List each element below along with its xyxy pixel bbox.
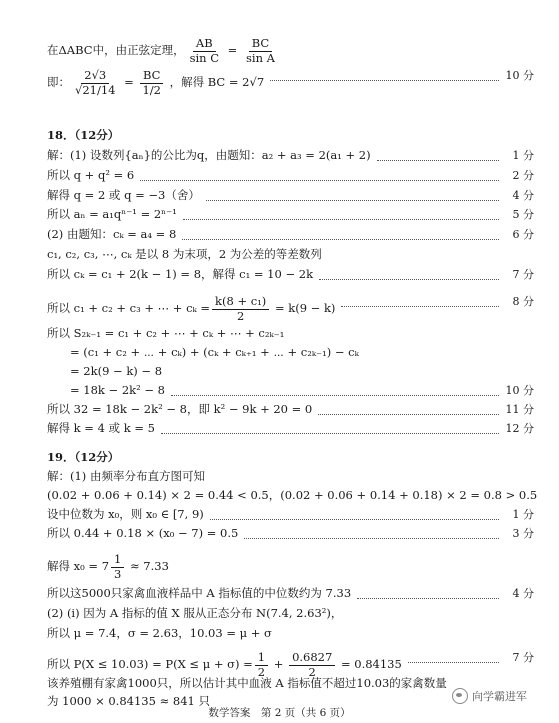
dot-leader <box>206 200 499 201</box>
answer-line <box>47 249 499 261</box>
line-text: 所以 32 = 18k − 2k² − 8，即 k² − 9k + 20 = 0 <box>47 402 313 416</box>
fraction-2-numerator: 0.6827 <box>289 652 335 666</box>
line-text: 所以 S₂ₖ₋₁ = c₁ + c₂ + ⋯ + cₖ + ⋯ + c₂ₖ₋₁ <box>47 326 285 340</box>
score-label: 10 分 <box>505 384 534 397</box>
score-label: 4 分 <box>512 587 534 600</box>
answer-line <box>47 328 499 340</box>
fraction-denominator: 2 <box>257 664 266 679</box>
question-heading <box>47 130 499 142</box>
fraction-2-denominator: 2 <box>308 664 316 679</box>
fraction-numerator: 1 <box>111 554 124 568</box>
dot-leader <box>183 219 499 220</box>
wechat-icon <box>452 688 468 704</box>
line-text-tail: ，解得 BC = 2√7 <box>165 75 265 89</box>
dot-leader <box>182 239 499 240</box>
fraction-denominator: 2 <box>237 308 245 323</box>
fraction-numerator: 1 <box>255 652 268 666</box>
line-text: 所以 q + q² = 6 <box>47 168 135 182</box>
watermark <box>452 688 527 704</box>
line-text: 所以 0.44 + 0.18 × (x₀ − 7) = 0.5 <box>47 526 239 540</box>
fraction-denominator: 3 <box>114 566 122 581</box>
score-label: 6 分 <box>512 228 534 241</box>
line-text: 设中位数为 x₀，则 x₀ ∈ [7, 9) <box>47 507 204 521</box>
line-text-after: ≈ 7.33 <box>126 559 169 573</box>
line-text: = 2k(9 − k) − 8 <box>47 364 163 378</box>
line-text: 所以 P(X ≤ 10.03) = P(X ≤ μ + σ) = <box>47 657 253 671</box>
score-label: 7 分 <box>512 268 534 281</box>
line-text-tail: = 0.84135 <box>337 657 402 671</box>
dot-leader <box>210 519 499 520</box>
score-label: 1 分 <box>512 508 534 521</box>
line-text-after: + <box>270 657 288 671</box>
line-text: 解得 x₀ = 7 <box>47 559 110 573</box>
answer-line <box>47 608 499 620</box>
line-text: 即： <box>47 75 70 89</box>
dot-leader <box>270 80 499 81</box>
score-label: 11 分 <box>505 403 534 416</box>
line-text: 所以 aₙ = a₁qⁿ⁻¹ = 2ⁿ⁻¹ <box>47 207 177 221</box>
answer-line <box>47 347 499 359</box>
answer-line <box>47 628 499 640</box>
line-text: 所以这5000只家禽血液样品中 A 指标值的中位数约为 7.33 <box>47 586 352 600</box>
line-text: 该养殖棚有家禽1000只，所以估计其中血液 A 指标值不超过10.03的家禽数量 <box>47 676 447 690</box>
score-label: 1 分 <box>512 149 534 162</box>
fraction <box>212 296 269 322</box>
dot-leader <box>377 160 499 161</box>
line-text: 18．（12分） <box>47 128 120 142</box>
score-label: 10 分 <box>505 69 534 82</box>
fraction-numerator: k(8 + c₁) <box>212 296 269 310</box>
fraction <box>72 70 118 96</box>
line-text: 为 1000 × 0.84135 ≈ 841 只 <box>47 694 210 708</box>
fraction-numerator: AB <box>193 38 216 52</box>
answer-line <box>47 678 499 690</box>
answer-line <box>47 652 499 678</box>
line-text: (0.02 + 0.06 + 0.14) × 2 = 0.44 < 0.5，(0.02 + 0.06 + 0.14 + 0.18) × 2 = 0.8 > 0.5 <box>47 488 538 502</box>
dot-leader <box>408 662 499 663</box>
fraction-2 <box>243 38 278 64</box>
score-label: 12 分 <box>505 422 534 435</box>
line-text: 19．（12分） <box>47 450 120 464</box>
fraction <box>111 554 124 580</box>
line-text: = (c₁ + c₂ + ⋯ + cₖ) + (cₖ + cₖ₊₁ + ⋯ + c₂ₖ₋₁) − cₖ <box>47 345 359 359</box>
fraction-2 <box>139 70 164 96</box>
fraction-denominator: √21/14 <box>75 82 116 97</box>
line-text-after: = <box>224 43 241 57</box>
fraction-denominator: sin C <box>189 50 220 65</box>
line-text: 解得 q = 2 或 q = −3（舍） <box>47 188 200 202</box>
dot-leader <box>140 180 499 181</box>
fraction-numerator: 2√3 <box>81 70 109 84</box>
answer-line <box>47 554 499 580</box>
line-text: c₁, c₂, c₃, ⋯, cₖ 是以 8 为末项，2 为公差的等差数列 <box>47 247 322 261</box>
answer-line <box>47 696 499 708</box>
score-label: 8 分 <box>512 295 534 308</box>
fraction-2-numerator: BC <box>249 38 272 52</box>
line-text: 所以 c₁ + c₂ + c₃ + ⋯ + cₖ = <box>47 301 211 315</box>
answer-line <box>47 70 499 96</box>
line-text: 解：(1) 由频率分布直方图可知 <box>47 469 205 483</box>
question-heading <box>47 452 499 464</box>
line-text: = 18k − 2k² − 8 <box>47 383 165 397</box>
line-text: 在ΔABC中，由正弦定理， <box>47 43 185 57</box>
line-text: 解得 k = 4 或 k = 5 <box>47 421 155 435</box>
fraction-2-numerator: BC <box>140 70 163 84</box>
dot-leader <box>161 433 499 434</box>
watermark-text: 向学霸进军 <box>472 689 527 703</box>
fraction <box>187 38 222 64</box>
line-text: (2) (i) 因为 A 指标的值 X 服从正态分布 N(7.4, 2.63²)， <box>47 606 343 620</box>
line-text: (2) 由题知：cₖ = a₄ = 8 <box>47 227 177 241</box>
fraction-2-denominator: 1/2 <box>142 82 161 97</box>
page-footer: 数学答案 第 2 页（共 6 页） <box>208 707 351 719</box>
dot-leader <box>171 395 499 396</box>
line-text: 所以 μ = 7.4，σ = 2.63，10.03 = μ + σ <box>47 626 272 640</box>
answer-line <box>47 366 499 378</box>
dot-leader <box>319 279 499 280</box>
answer-line <box>47 296 499 322</box>
score-label: 7 分 <box>512 651 534 664</box>
answer-line <box>47 471 499 483</box>
fraction <box>255 652 268 678</box>
answer-line <box>47 488 538 502</box>
score-label: 2 分 <box>512 169 534 182</box>
score-label: 5 分 <box>512 208 534 221</box>
line-text-after: = <box>120 75 138 89</box>
fraction-2-denominator: sin A <box>245 50 275 65</box>
line-text-after: = k(9 − k) <box>271 301 336 315</box>
dot-leader <box>357 598 499 599</box>
dot-leader <box>318 414 499 415</box>
dot-leader <box>341 306 499 307</box>
dot-leader <box>244 538 499 539</box>
fraction-2 <box>289 652 335 678</box>
score-label: 3 分 <box>512 527 534 540</box>
score-label: 4 分 <box>512 189 534 202</box>
answer-line <box>47 38 499 64</box>
line-text: 解：(1) 设数列{aₙ}的公比为q，由题知：a₂ + a₃ = 2(a₁ + 2) <box>47 148 371 162</box>
line-text: 所以 cₖ = c₁ + 2(k − 1) = 8，解得 c₁ = 10 − 2k <box>47 267 314 281</box>
